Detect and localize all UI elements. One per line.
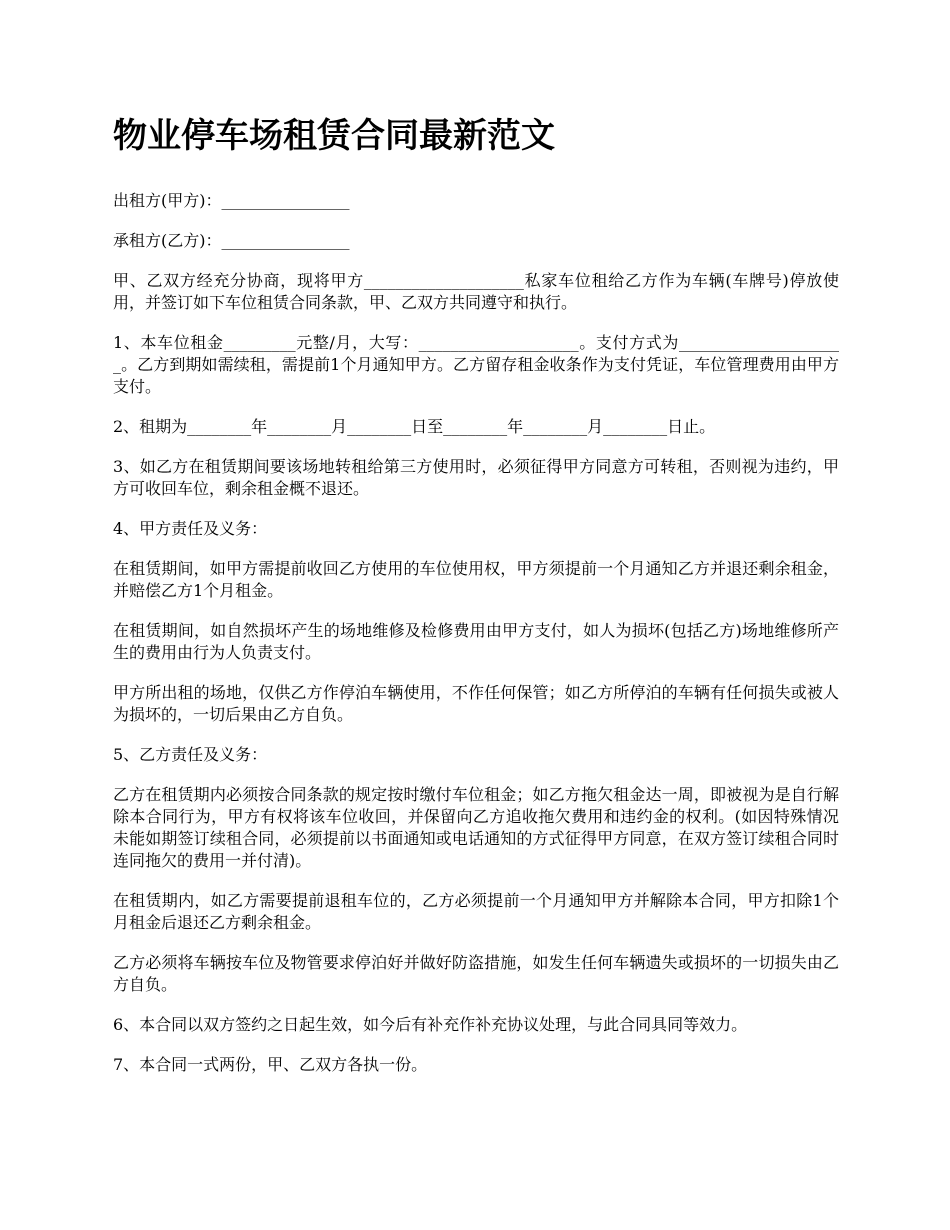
clause-5-heading: 5、乙方责任及义务： [113,745,268,764]
clause-4-item-1: 在租赁期间，如甲方需提前收回乙方使用的车位使用权，甲方须提前一个月通知乙方并退还剩余租金，并赔偿乙方1个月租金。 [113,559,839,600]
clause-5-item-3: 乙方必须将车辆按车位及物管要求停泊好并做好防盗措施，如发生任何车辆遗失或损坏的一切损失由乙方自负。 [113,953,839,994]
clause-2-term: 2、租期为________年________月________日至________年________月________日止。 [113,417,716,436]
document-page [113,112,839,1094]
clause-7-copies: 7、本合同一式两份，甲、乙双方各执一份。 [113,1055,428,1074]
clause-5-item-2: 在租赁期内，如乙方需要提前退租车位的，乙方必须提前一个月通知甲方并解除本合同，甲方扣除1个月租金后退还乙方剩余租金。 [113,891,839,932]
party-b-line: 承租方(乙方)：________________ [113,231,350,250]
clause-4-heading: 4、甲方责任及义务： [113,519,268,538]
intro-paragraph: 甲、乙双方经充分协商，现将甲方____________________私家车位租给乙方作为车辆(车牌号)停放使用，并签订如下车位租赁合同条款，甲、乙双方共同遵守和执行。 [113,271,839,312]
party-a-line: 出租方(甲方)：________________ [113,191,350,210]
clause-1-rent: 1、本车位租金_________元整/月，大写：____________________。支付方式为_____________________。乙方到期如需续租，需提前1个月通知甲方。乙方留存租金收条作为支付凭证，车位管理费用由甲方支付。 [113,333,839,396]
clause-4-item-3: 甲方所出租的场地，仅供乙方作停泊车辆使用，不作任何保管；如乙方所停泊的车辆有任何损失或被人为损坏的，一切后果由乙方自负。 [113,683,839,724]
clause-4-item-2: 在租赁期间，如自然损坏产生的场地维修及检修费用由甲方支付，如人为损坏(包括乙方)场地维修所产生的费用由行为人负责支付。 [113,621,839,662]
clause-6-effective: 6、本合同以双方签约之日起生效，如今后有补充作补充协议处理，与此合同具同等效力。 [113,1015,748,1034]
clause-3-sublease: 3、如乙方在租赁期间要该场地转租给第三方使用时，必须征得甲方同意方可转租，否则视为违约，甲方可收回车位，剩余租金概不退还。 [113,457,839,498]
clause-5-item-1: 乙方在租赁期内必须按合同条款的规定按时缴付车位租金；如乙方拖欠租金达一周，即被视为是自行解除本合同行为，甲方有权将该车位收回，并保留向乙方追收拖欠费用和违约金的权利。(如因特殊情况未能如期签订续租合同，必须提前以书面通知或电话通知的方式征得甲方同意，在双方签订续租合同时连同拖欠的费用一并付清)。 [113,785,839,870]
document-title: 物业停车场租赁合同最新范文 [113,116,555,156]
